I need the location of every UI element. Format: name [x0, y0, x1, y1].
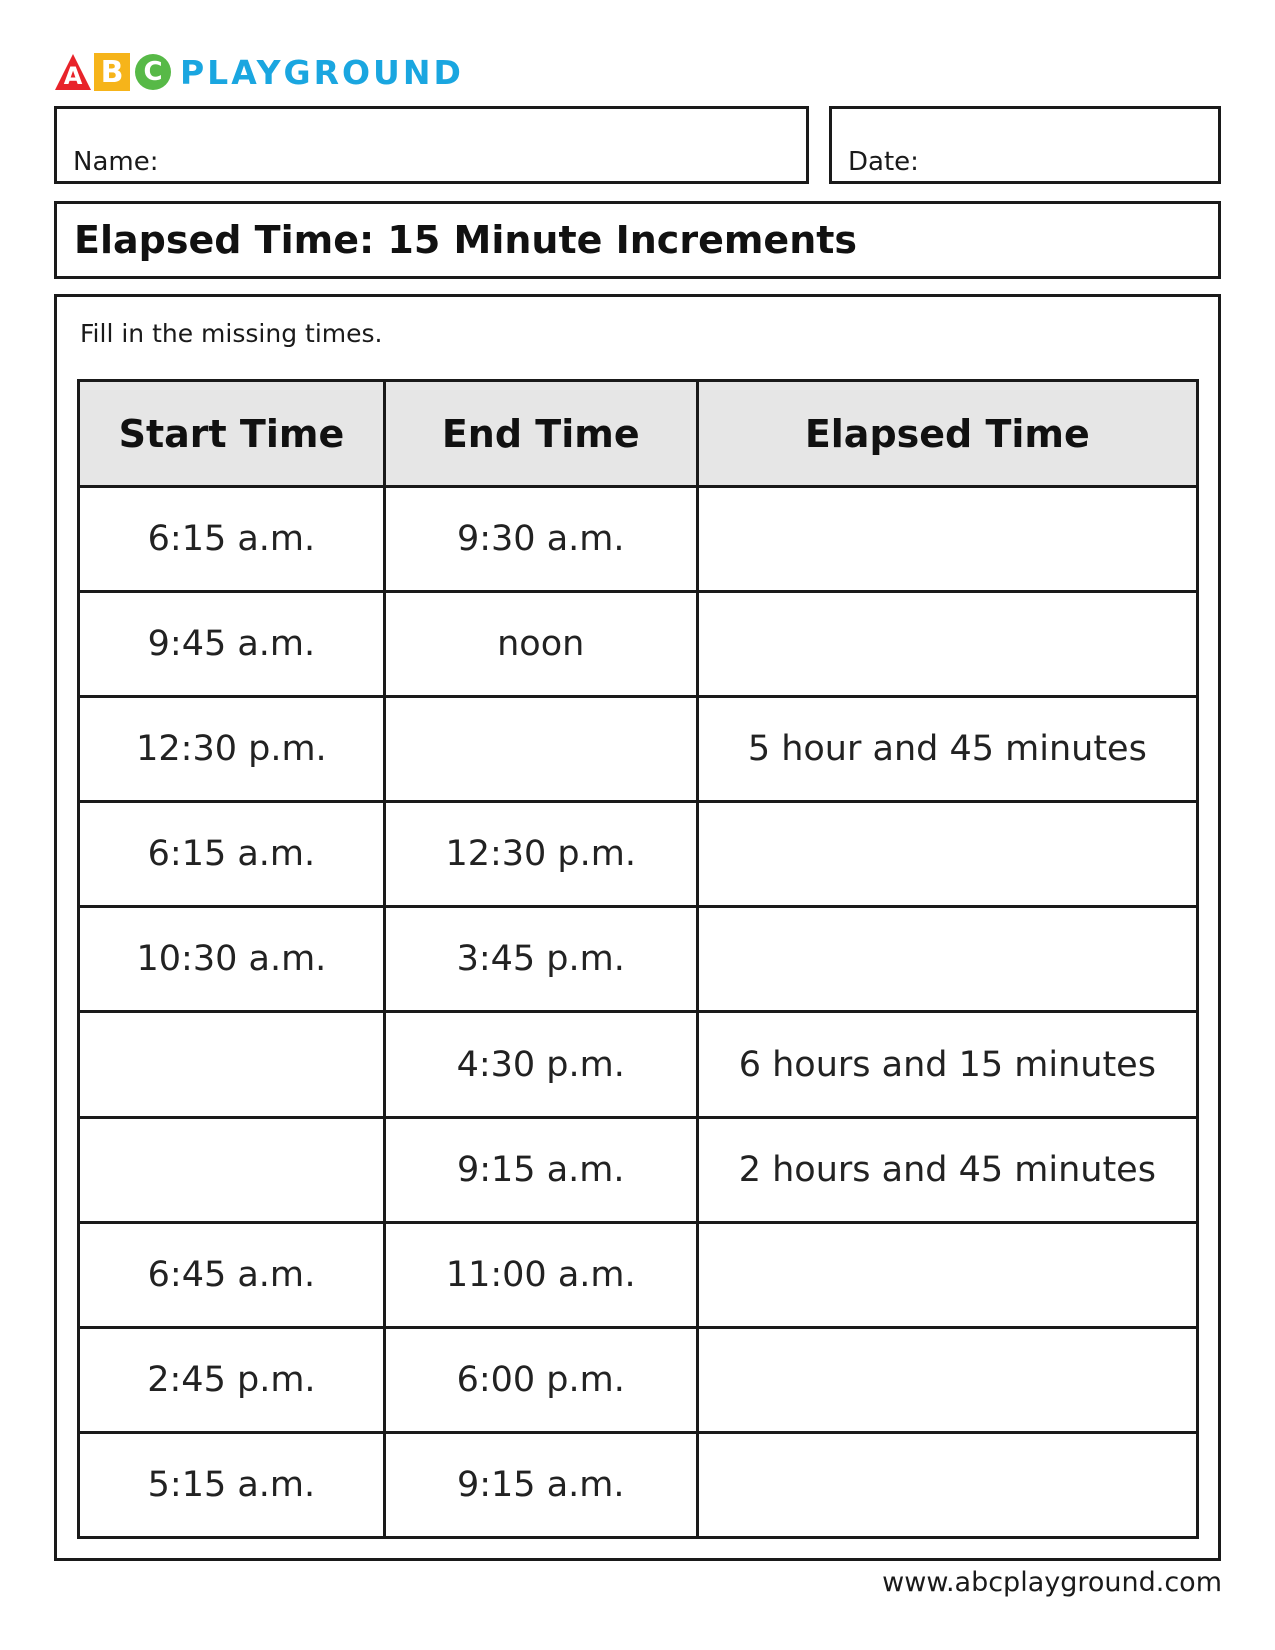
name-label: Name: [73, 147, 159, 177]
elapsed-time-cell[interactable]: 5 hour and 45 minutes [697, 697, 1197, 802]
header-elapsed-time: Elapsed Time [697, 381, 1197, 487]
logo-letter-a [54, 53, 92, 91]
start-time-cell[interactable]: 6:15 a.m. [79, 802, 385, 907]
logo-letter-c [134, 53, 172, 91]
start-time-cell[interactable]: 6:15 a.m. [79, 487, 385, 592]
end-time-cell[interactable]: 4:30 p.m. [384, 1012, 697, 1117]
end-time-cell[interactable]: 6:00 p.m. [384, 1327, 697, 1432]
table-header-row [79, 381, 1198, 487]
table-row [79, 1432, 1198, 1537]
header-start-time: Start Time [79, 381, 385, 487]
table-row [79, 1327, 1198, 1432]
instructions: Fill in the missing times. [80, 319, 383, 348]
name-field[interactable] [54, 106, 809, 184]
start-time-cell[interactable] [79, 1117, 385, 1222]
table-row [79, 802, 1198, 907]
elapsed-time-cell[interactable] [697, 592, 1197, 697]
elapsed-time-cell[interactable] [697, 1432, 1197, 1537]
end-time-cell[interactable]: 3:45 p.m. [384, 907, 697, 1012]
logo-wordmark: PLAYGROUND [180, 52, 464, 92]
table-row [79, 1222, 1198, 1327]
elapsed-time-cell[interactable] [697, 1327, 1197, 1432]
table-row [79, 907, 1198, 1012]
logo-c-text: C [143, 57, 163, 87]
elapsed-time-cell[interactable] [697, 487, 1197, 592]
start-time-cell[interactable]: 5:15 a.m. [79, 1432, 385, 1537]
end-time-cell[interactable]: 9:15 a.m. [384, 1117, 697, 1222]
start-time-cell[interactable] [79, 1012, 385, 1117]
end-time-cell[interactable] [384, 697, 697, 802]
logo-a-text: A [63, 62, 83, 90]
start-time-cell[interactable]: 9:45 a.m. [79, 592, 385, 697]
elapsed-time-cell[interactable] [697, 907, 1197, 1012]
elapsed-time-cell[interactable]: 2 hours and 45 minutes [697, 1117, 1197, 1222]
table-row [79, 487, 1198, 592]
header-end-time: End Time [384, 381, 697, 487]
end-time-cell[interactable]: 12:30 p.m. [384, 802, 697, 907]
logo-b-text: B [100, 54, 124, 90]
table-row [79, 1012, 1198, 1117]
elapsed-time-cell[interactable] [697, 802, 1197, 907]
table-row [79, 1117, 1198, 1222]
abc-playground-logo [54, 52, 464, 92]
elapsed-time-cell[interactable] [697, 1222, 1197, 1327]
start-time-cell[interactable]: 10:30 a.m. [79, 907, 385, 1012]
start-time-cell[interactable]: 6:45 a.m. [79, 1222, 385, 1327]
date-label: Date: [848, 147, 919, 177]
table-row [79, 697, 1198, 802]
elapsed-time-table [77, 379, 1199, 1539]
end-time-cell[interactable]: 9:15 a.m. [384, 1432, 697, 1537]
logo-letter-b [94, 53, 130, 91]
end-time-cell[interactable]: 11:00 a.m. [384, 1222, 697, 1327]
title-box [54, 201, 1221, 279]
end-time-cell[interactable]: 9:30 a.m. [384, 487, 697, 592]
worksheet-title: Elapsed Time: 15 Minute Increments [74, 218, 858, 262]
footer-url: www.abcplayground.com [882, 1567, 1222, 1598]
date-field[interactable] [829, 106, 1221, 184]
start-time-cell[interactable]: 2:45 p.m. [79, 1327, 385, 1432]
elapsed-time-cell[interactable]: 6 hours and 15 minutes [697, 1012, 1197, 1117]
end-time-cell[interactable]: noon [384, 592, 697, 697]
start-time-cell[interactable]: 12:30 p.m. [79, 697, 385, 802]
table-row [79, 592, 1198, 697]
